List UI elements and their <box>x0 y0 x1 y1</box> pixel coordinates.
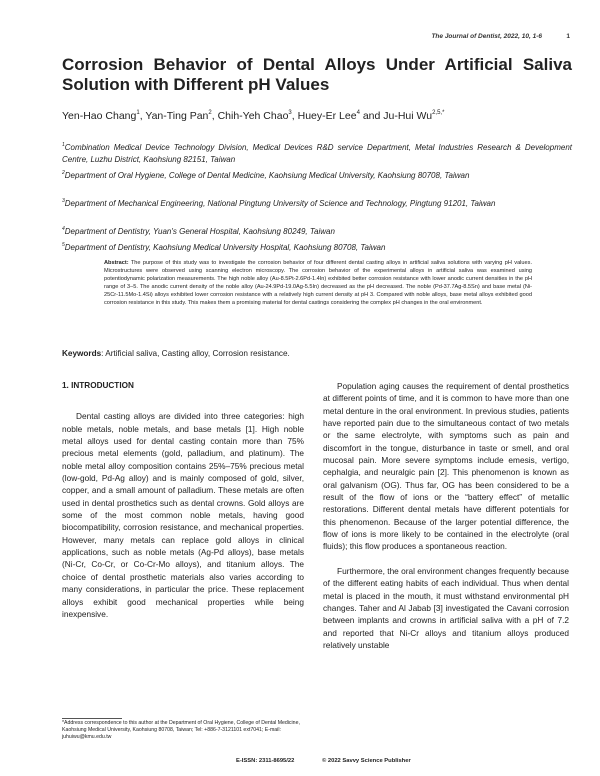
author-separator: , <box>291 110 298 122</box>
footnote-rule <box>62 718 122 719</box>
affiliation-2 <box>62 167 572 182</box>
affiliation-text: Department of Oral Hygiene, College of Dental Medicine, Kaohsiung Medical University, Kaohsiung 80708, Taiwan <box>64 171 470 180</box>
author-name: Yan-Ting Pan <box>145 110 209 122</box>
affiliation-number: 4 <box>62 226 65 232</box>
section-heading: 1. INTRODUCTION <box>62 381 134 390</box>
author-separator: and <box>359 110 384 122</box>
correspondence-footnote: *Address correspondence to this author at the Department of Oral Hygiene, College of Dental Medicine, Kaohsiung Medical University, Kaohsiung 80708, Taiwan; Tel: +886-7-3121101 ext7041; E-mail: juhuiwu@kmu.edu.tw <box>62 720 300 740</box>
keywords-label: Keywords <box>62 349 102 358</box>
author-affiliation-number: 2 <box>208 110 212 116</box>
affiliation-1 <box>62 139 572 166</box>
affiliation-text: Department of Mechanical Engineering, National Pingtung University of Science and Technology, Pingtung 91201, Taiwan <box>64 199 496 208</box>
page-number: 1 <box>566 33 570 40</box>
abstract-label: Abstract: <box>104 260 129 266</box>
abstract-text: The purpose of this study was to investigate the corrosion behavior of four different dental casting alloys in artificial saliva solutions with varying pH values. Microstructures were observed using scanning electron microscopy. The corrosion behavior of the experimental alloys in artificial saliva was examined using potentiodynamic polarization measurements. The high noble alloy (Au-8.5Pt-2.6Pd-1.4In) exhibited better corrosion resistance with lower anodic current densities in the pH range of 3–5. The anodic current density of the noble alloy (Au-24.9Pd-19.0Ag-5.5In) decreased as the pH decreased. The noble (Pd-37.7Ag-8.5Sn) and base metal (Ni-25Cr-11.5Mo-1.4Si) alloys exhibited lower corrosion resistance with a relatively high current density at pH 3. Compared with noble alloys, base metal alloys exhibited good corrosion resistance in this study. This makes them a promising material for dental castings considering the complex pH changes in the oral environment. <box>104 260 532 307</box>
author-affiliation-number: 4 <box>356 110 360 116</box>
author-name: Huey-Er Lee <box>297 110 357 122</box>
author-name: Yen-Hao Chang <box>62 110 137 122</box>
left-column <box>62 380 304 620</box>
author-name: Ju-Hui Wu <box>383 110 433 122</box>
author-name: Chih-Yeh Chao <box>217 110 289 122</box>
body-paragraph: Dental casting alloys are divided into three categories: high noble metals, noble metals, and base metals [1]. High noble metal alloys used for dental casting contain more than 75% precious metal elements (gold, palladium, and platinum). The noble metal alloy composition contains 25%–75% precious metal (low-gold, Pd-Ag alloy) and is mainly composed of gold, silver, copper, and a small amount of palladium. These metals are often used in dental prosthetics such as dental crowns. Gold alloys are some of the most common noble metals, having good biocompatibility, corrosion resistance, and mechanical properties. However, many metals can replace gold alloys in clinical applications, such as noble metals (Ag-Pd alloys), base metals (Ni-Cr, Co-Cr, or Co-Cr-Mo alloys), and titanium alloys. The choice of dental prosthetic materials also varies according to many considerations, in particular the price. These replacement alloys exhibit good mechanical properties while being inexpensive. <box>62 411 304 619</box>
body-paragraph: Population aging causes the requirement of dental prosthetics at different points of time, and it is common to have more than one metal denture in the oral environment. In previous studies, patients have reported pain due to the simultaneous contact of two metals or the same electrolyte, with symptoms such as pain and discomfort in the tongue, disturbance in taste or smell, and oral mucosal pain. More severe symptoms include emesis, vertigo, cephalgia, and neuralgic pain [2]. This phenomenon is known as oral galvanism (OG). Thus far, OG has been considered to be a result of the flow of ions or the “battery effect” of metallic restorations. Different dental metals have different potentials for this phenomenon. Because of the larger potential difference, the flow of ions is more likely to be contained in the electrolyte (oral fluids); this flow produces a spontaneous reaction. <box>323 381 569 552</box>
affiliation-number: 5 <box>62 242 65 248</box>
affiliation-text: Combination Medical Device Technology Division, Medical Devices R&D service Department, Metal Industries Research & Development Centre, Luzhu District, Kaohsiung 82151, Taiwan <box>62 143 572 164</box>
affiliation-number: 1 <box>62 142 65 148</box>
paper-title: Corrosion Behavior of Dental Alloys Under Artificial Saliva Solution with Different pH Values <box>62 55 572 94</box>
author-list <box>62 110 444 122</box>
author-affiliation-number: 3 <box>288 110 292 116</box>
abstract <box>104 259 532 308</box>
keywords <box>62 349 572 358</box>
affiliation-number: 3 <box>62 198 65 204</box>
affiliation-text: Department of Dentistry, Yuan's General Hospital, Kaohsiung 80249, Taiwan <box>64 227 335 236</box>
author-affiliation-number: 1 <box>136 110 140 116</box>
author-separator: , <box>211 110 218 122</box>
affiliation-text: Department of Dentistry, Kaohsiung Medical University Hospital, Kaohsiung 80708, Taiwan <box>64 243 386 252</box>
author-affiliation-number: 2,5,* <box>432 110 445 116</box>
affiliation-number: 2 <box>62 170 65 176</box>
issn: E-ISSN: 2311-8695/22 <box>236 758 295 764</box>
affiliation-3 <box>62 195 572 210</box>
body-paragraph: Furthermore, the oral environment changes frequently because of the different eating habits of each individual. Thus when dental metal is placed in the mouth, it must withstand environmental pH changes. Taher and Al Jabab [3] investigated the Cavani corrosion between implants and crowns in artificial saliva with a pH of 7.2 and reported that Ni-Cr alloys and titanium alloys produced relatively unstable <box>323 565 569 650</box>
keywords-text: : Artificial saliva, Casting alloy, Corrosion resistance. <box>101 349 290 358</box>
right-column <box>323 380 569 651</box>
journal-citation: The Journal of Dentist, 2022, 10, 1-6 <box>431 33 542 40</box>
copyright: © 2022 Savvy Science Publisher <box>322 758 411 764</box>
affiliation-5 <box>62 239 572 254</box>
affiliation-4 <box>62 223 572 238</box>
author-separator: , <box>139 110 146 122</box>
